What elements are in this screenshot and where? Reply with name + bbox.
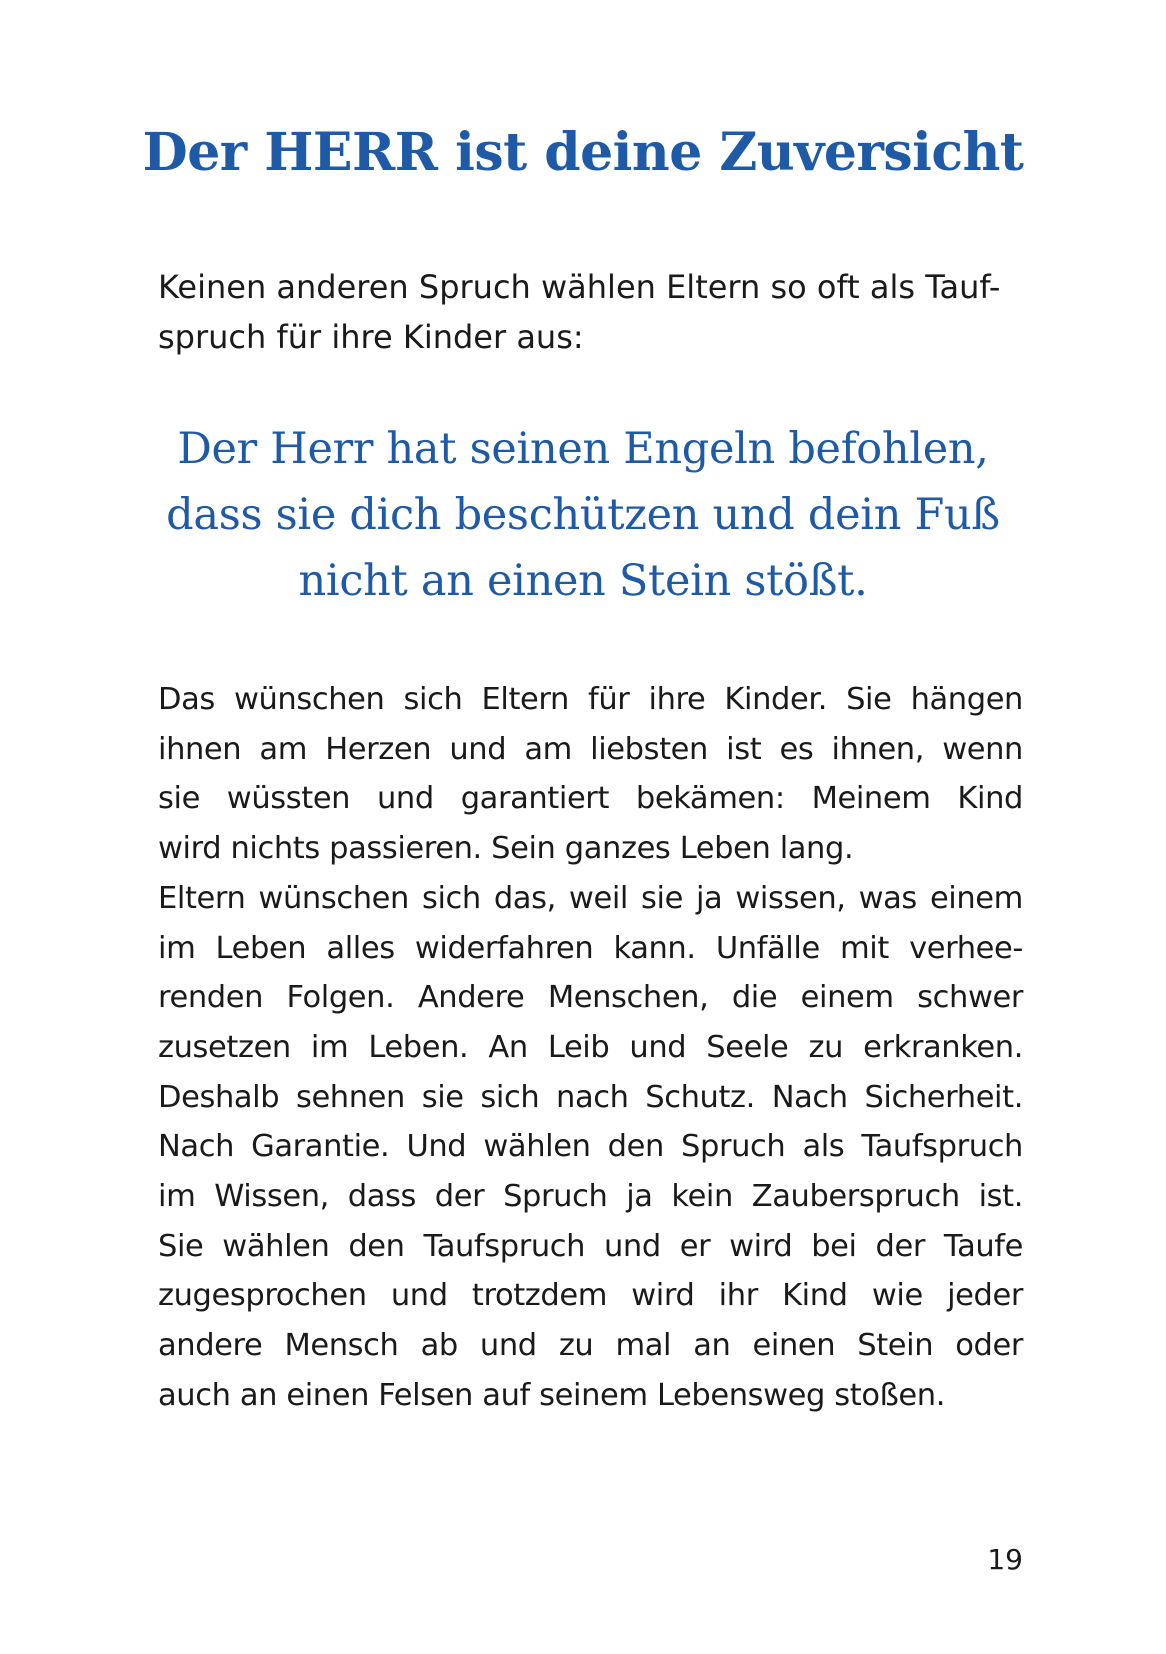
body-line: im Leben alles widerfahren kann. Unfälle mit verhee-	[158, 930, 1023, 966]
body-line: auch an einen Felsen auf seinem Lebensweg stoßen.	[158, 1377, 946, 1413]
body-line: Sie wählen den Taufspruch und er wird bei der Taufe	[158, 1228, 1023, 1264]
body-line: zusetzen im Leben. An Leib und Seele zu erkranken.	[158, 1029, 1023, 1065]
body-line: im Wissen, dass der Spruch ja kein Zauberspruch ist.	[158, 1179, 1023, 1215]
body-line: Nach Garantie. Und wählen den Spruch als Taufspruch	[158, 1129, 1023, 1165]
intro-line: spruch für ihre Kinder aus:	[158, 318, 584, 356]
body-line: wird nichts passieren. Sein ganzes Leben lang.	[158, 831, 854, 867]
body-paragraph	[158, 675, 1023, 1421]
body-line: renden Folgen. Andere Menschen, die einem schwer	[158, 980, 1023, 1016]
page-title: Der HERR ist deine Zuversicht	[142, 122, 1024, 183]
body-line: Eltern wünschen sich das, weil sie ja wissen, was einem	[158, 880, 1023, 916]
page-number: 19	[987, 1543, 1023, 1576]
verse-line: dass sie dich beschützen und dein Fuß	[166, 490, 1000, 540]
body-line: Das wünschen sich Eltern für ihre Kinder. Sie hängen	[158, 682, 1023, 717]
verse-line: nicht an einen Stein stößt.	[298, 556, 868, 606]
body-line: zugesprochen und trotzdem wird ihr Kind wie jeder	[158, 1278, 1023, 1314]
body-line: andere Mensch ab und zu mal an einen Stein oder	[158, 1328, 1023, 1364]
bible-verse	[0, 416, 1166, 614]
body-line: ihnen am Herzen und am liebsten ist es ihnen, wenn	[158, 731, 1023, 767]
body-line: sie wüssten und garantiert bekämen: Meinem Kind	[158, 781, 1023, 817]
intro-line: Keinen anderen Spruch wählen Eltern so oft als Tauf-	[158, 268, 1001, 306]
intro-paragraph	[158, 262, 1023, 362]
body-line: Deshalb sehnen sie sich nach Schutz. Nach Sicherheit.	[158, 1079, 1023, 1115]
verse-line: Der Herr hat seinen Engeln befohlen,	[177, 424, 989, 474]
